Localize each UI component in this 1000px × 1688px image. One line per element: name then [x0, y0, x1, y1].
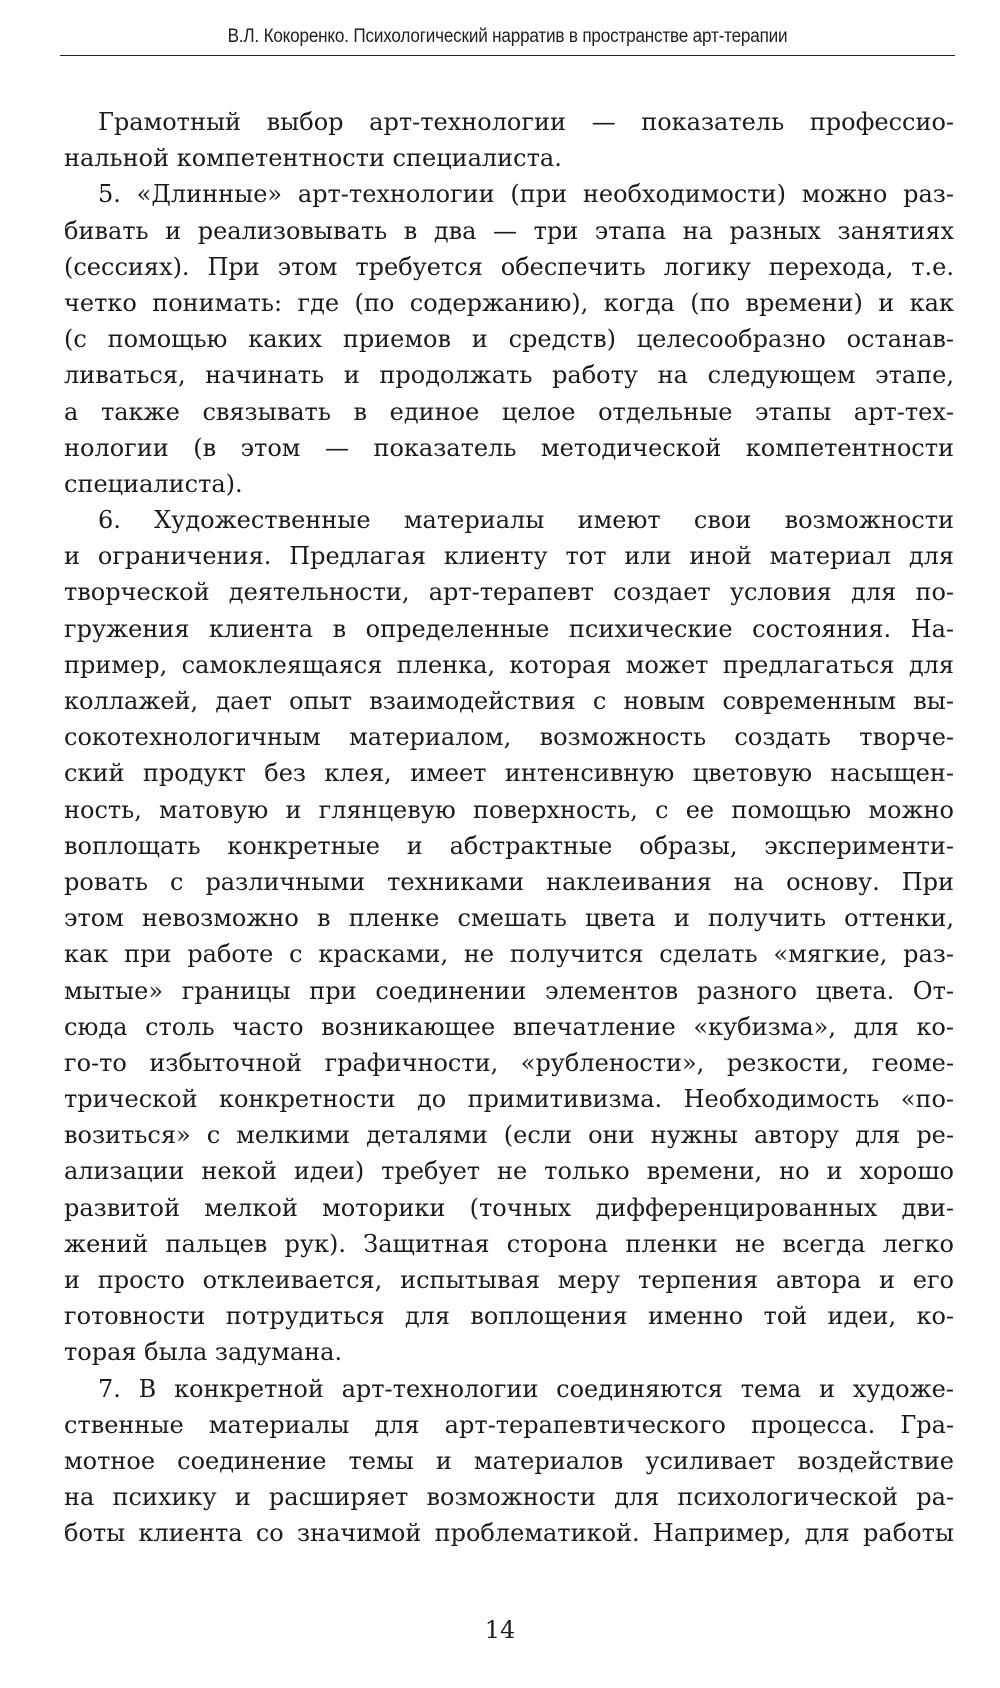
- text-line: торая была задумана.: [64, 1338, 343, 1367]
- text-line: Грамотный выбор арт-технологии — показатель профессио-: [98, 108, 954, 136]
- text-line: 7. В конкретной арт-технологии соединяются тема и художе-: [98, 1374, 954, 1403]
- text-line: творческой деятельности, арт-терапевт создает условия для по-: [64, 578, 954, 607]
- text-line: а также связывать в единое целое отдельные этапы арт-тех-: [64, 397, 954, 426]
- text-line: сокотехнологичным материалом, возможность создать творче-: [64, 723, 954, 752]
- text-line: ский продукт без клея, имеет интенсивную цветовую насыщен-: [64, 759, 954, 788]
- text-line: ровать с различными техниками наклеивания на основу. При: [64, 867, 954, 896]
- text-line: как при работе с красками, не получится сделать «мягкие, раз-: [64, 940, 954, 969]
- text-line: пример, самоклеящаяся пленка, которая может предлагаться для: [64, 650, 954, 679]
- text-line: боты клиента со значимой проблематикой. Например, для работы: [64, 1519, 954, 1548]
- text-line: бивать и реализовывать в два — три этапа на разных занятиях: [64, 216, 954, 245]
- text-line: возиться» с мелкими деталями (если они нужны автору для ре-: [64, 1121, 954, 1150]
- header-rule: [60, 55, 955, 56]
- text-line: и просто отклеивается, испытывая меру терпения автора и его: [64, 1266, 954, 1294]
- text-line: 5. «Длинные» арт-технологии (при необходимости) можно раз-: [98, 180, 954, 209]
- text-line: ализации некой идеи) требует не только времени, но и хорошо: [64, 1157, 954, 1186]
- text-line: специалиста).: [64, 469, 243, 498]
- text-line: нологии (в этом — показатель методической компетентности: [64, 433, 954, 462]
- text-line: 6. Художественные материалы имеют свои возможности: [98, 506, 954, 535]
- text-line: трической конкретности до примитивизма. Необходимость «по-: [64, 1085, 954, 1114]
- text-line: жений пальцев рук). Защитная сторона пленки не всегда легко: [64, 1229, 954, 1258]
- text-line: го-то избыточной графичности, «рублености», резкости, геоме-: [64, 1048, 954, 1077]
- text-line: ственные материалы для арт-терапевтического процесса. Гра-: [64, 1410, 954, 1439]
- text-line: ливаться, начинать и продолжать работу на следующем этапе,: [64, 361, 954, 390]
- page-number: 14: [484, 1616, 516, 1644]
- text-line: коллажей, дает опыт взаимодействия с новым современным вы-: [64, 687, 954, 715]
- text-line: мотное соединение темы и материалов усиливает воздействие: [64, 1446, 954, 1475]
- text-line: воплощать конкретные и абстрактные образы, эксперименти-: [64, 831, 954, 860]
- text-line: мытые» границы при соединении элементов разного цвета. От-: [64, 976, 954, 1005]
- text-line: (сессиях). При этом требуется обеспечить логику перехода, т.е.: [64, 252, 954, 281]
- text-line: ность, матовую и глянцевую поверхность, с ее помощью можно: [64, 795, 954, 824]
- text-line: на психику и расширяет возможности для психологической ра-: [64, 1483, 954, 1512]
- text-line: гружения клиента в определенные психические состояния. На-: [64, 614, 954, 643]
- text-line: развитой мелкой моторики (точных дифференцированных дви-: [64, 1193, 954, 1222]
- text-line: четко понимать: где (по содержанию), когда (по времени) и как: [64, 288, 954, 317]
- text-line: и ограничения. Предлагая клиенту тот или иной материал для: [64, 542, 954, 571]
- text-line: этом невозможно в пленке смешать цвета и получить оттенки,: [64, 904, 954, 933]
- running-title: В.Л. Кокоренко. Психологический нарратив в пространстве арт-терапии: [227, 26, 788, 47]
- text-line: сюда столь часто возникающее впечатление «кубизма», для ко-: [64, 1012, 954, 1041]
- text-line: готовности потрудиться для воплощения именно той идеи, ко-: [64, 1302, 954, 1331]
- text-line: (с помощью каких приемов и средств) целесообразно останав-: [64, 325, 954, 354]
- text-line: нальной компетентности специалиста.: [64, 144, 562, 173]
- body-text: [64, 104, 954, 1552]
